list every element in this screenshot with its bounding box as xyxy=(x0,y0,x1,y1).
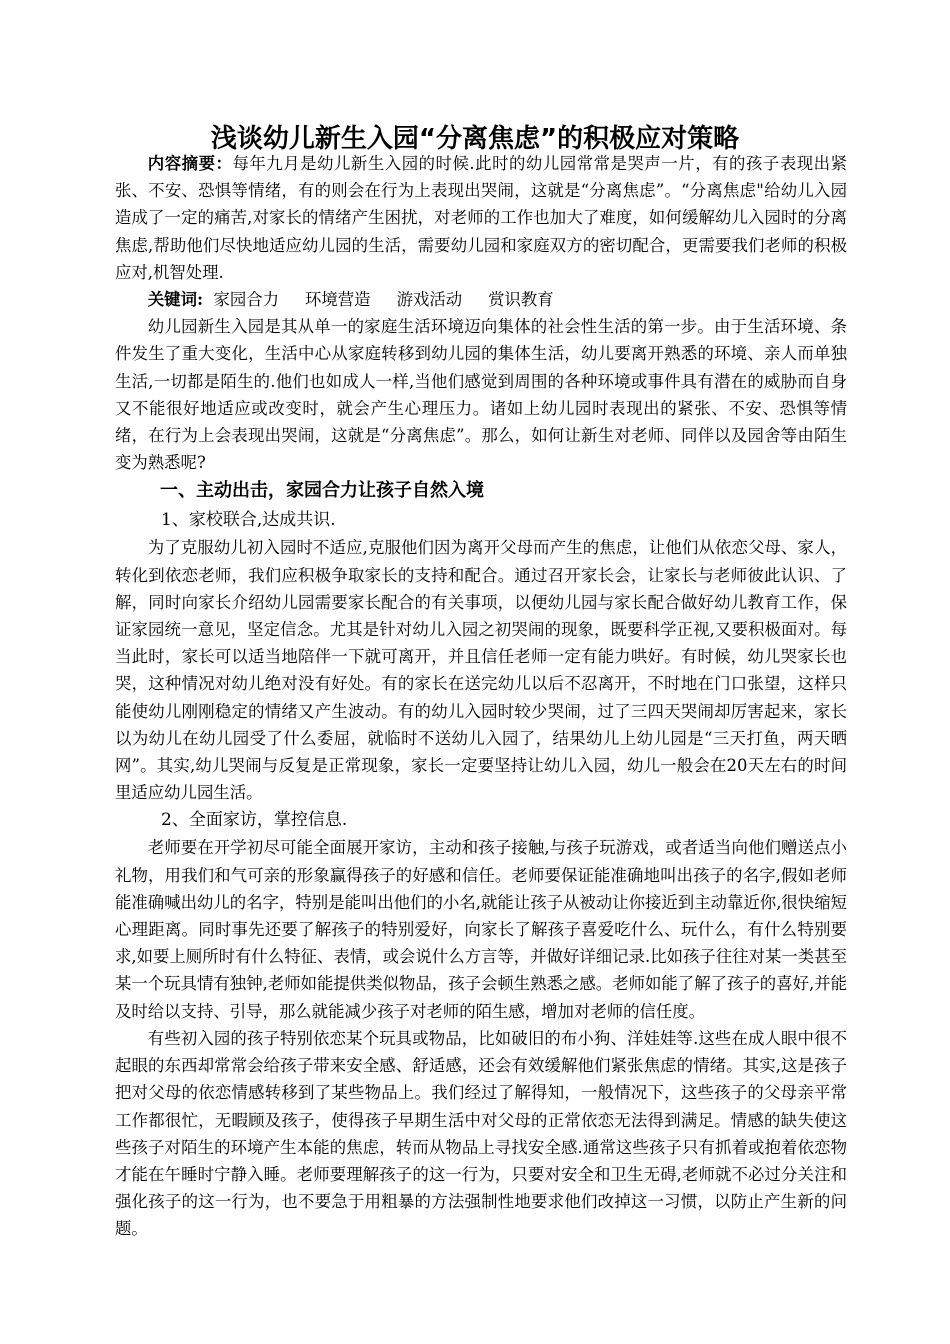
abstract-paragraph xyxy=(115,150,847,286)
subsection-heading: 1、家校联合,达成共识. xyxy=(161,510,336,531)
section-heading: 一、主动出击，家园合力让孩子自然入境 xyxy=(160,480,484,502)
abstract-text: 每年九月是幼儿新生入园的时候.此时的幼儿园常常是哭声一片，有的孩子表现出紧张、不安、恐惧等情绪，有的则会在行为上表现出哭闹，这就是“分离焦虑”。“分离焦虑"给幼儿入园造成了一定的痛苦,对家长的情绪产生困扰，对老师的工作也加大了难度，如何缓解幼儿入园时的分离焦虑,帮助他们尽快地适应幼儿园的生活，需要幼儿园和家庭双方的密切配合，更需要我们老师的积极应对,机智处理. xyxy=(115,154,847,282)
subsection-heading: 2、全面家访，掌控信息. xyxy=(161,810,348,831)
keyword-item: 赏识教育 xyxy=(488,290,554,310)
body-paragraph: 为了克服幼儿初入园时不适应,克服他们因为离开父母而产生的焦虑，让他们从依恋父母、家人，转化到依恋老师，我们应积极争取家长的支持和配合。通过召开家长会，让家长与老师彼此认识、了解，同时向家长介绍幼儿园需要家长配合的有关事项，以便幼儿园与家长配合做好幼儿教育工作，保证家园统一意见，坚定信念。尤其是针对幼儿入园之初哭闹的现象，既要科学正视,又要积极面对。每当此时，家长可以适当地陪伴一下就可离开，并且信任老师一定有能力哄好。有时候，幼儿哭家长也哭，这种情况对幼儿绝对没有好处。有的家长在送完幼儿以后不忍离开，不时地在门口张望，这样只能使幼儿刚刚稳定的情绪又产生波动。有的幼儿入园时较少哭闹，过了三四天哭闹却厉害起来，家长以为幼儿在幼儿园受了什么委屈，就临时不送幼儿入园了，结果幼儿上幼儿园是“三天打鱼，两天晒网”。其实,幼儿哭闹与反复是正常现象，家长一定要坚持让幼儿入园，幼儿一般会在20天左右的时间里适应幼儿园生活。 xyxy=(115,538,847,803)
keywords-label: 关键词: xyxy=(147,290,204,310)
document-title: 浅谈幼儿新生入园“分离焦虑”的积极应对策略 xyxy=(210,124,740,155)
body-paragraph: 老师要在开学初尽可能全面展开家访，主动和孩子接触,与孩子玩游戏，或者适当向他们赠送点小礼物，用我们和气可亲的形象赢得孩子的好感和信任。老师要保证能准确地叫出孩子的名字,假如老师能准确喊出幼儿的名字，特别是能叫出他们的小名,就能让孩子从被动让你接近到主动靠近你,很快缩短心理距离。同时事先还要了解孩子的特别爱好，向家长了解孩子喜爱吃什么、玩什么，有什么特别要求,如要上厕所时有什么特征、表情，或会说什么方言等，并做好详细记录.比如孩子往往对某一类甚至某一个玩具情有独钟,老师如能提供类似物品，孩子会顿生熟悉之感。老师如能了解了孩子的喜好,并能及时给以支持、引导，那么就能减少孩子对老师的陌生感，增加对老师的信任度。 xyxy=(115,838,847,1021)
abstract-label: 内容摘要： xyxy=(147,154,233,173)
keyword-item: 游戏活动 xyxy=(396,290,463,310)
keyword-item: 环境营造 xyxy=(305,290,371,310)
keyword-item: 家园合力 xyxy=(213,290,280,310)
body-paragraph: 有些初入园的孩子特别依恋某个玩具或物品，比如破旧的布小狗、洋娃娃等.这些在成人眼中很不起眼的东西却常常会给孩子带来安全感、舒适感，还会有效缓解他们紧张焦虑的情绪。其实,这是孩子把对父母的依恋情感转移到了某些物品上。我们经过了解得知，一般情况下，这些孩子的父母亲平常工作都很忙，无暇顾及孩子，使得孩子早期生活中对父母的正常依恋无法得到满足。情感的缺失使这些孩子对陌生的环境产生本能的焦虑，转而从物品上寻找安全感.通常这些孩子只有抓着或抱着依恋物才能在午睡时宁静入睡。老师要理解孩子的这一行为，只要对安全和卫生无碍,老师就不必过分关注和强化孩子的这一行为，也不要急于用粗暴的方法强制性地要求他们改掉这一习惯，以防止产生新的问题。 xyxy=(115,1028,847,1239)
document-body xyxy=(115,150,847,1243)
keywords-paragraph xyxy=(115,286,847,313)
intro-paragraph: 幼儿园新生入园是其从单一的家庭生活环境迈向集体的社会性生活的第一步。由于生活环境、条件发生了重大变化，生活中心从家庭转移到幼儿园的集体生活，幼儿要离开熟悉的环境、亲人而单独生活,一切都是陌生的.他们也如成人一样,当他们感觉到周围的各种环境或事件具有潜在的威胁而自身又不能很好地适应或改变时，就会产生心理压力。诸如上幼儿园时表现出的紧张、不安、恐惧等情绪，在行为上会表现出哭闹，这就是“分离焦虑”。那么，如何让新生对老师、同伴以及园舍等由陌生变为熟悉呢? xyxy=(115,317,847,473)
